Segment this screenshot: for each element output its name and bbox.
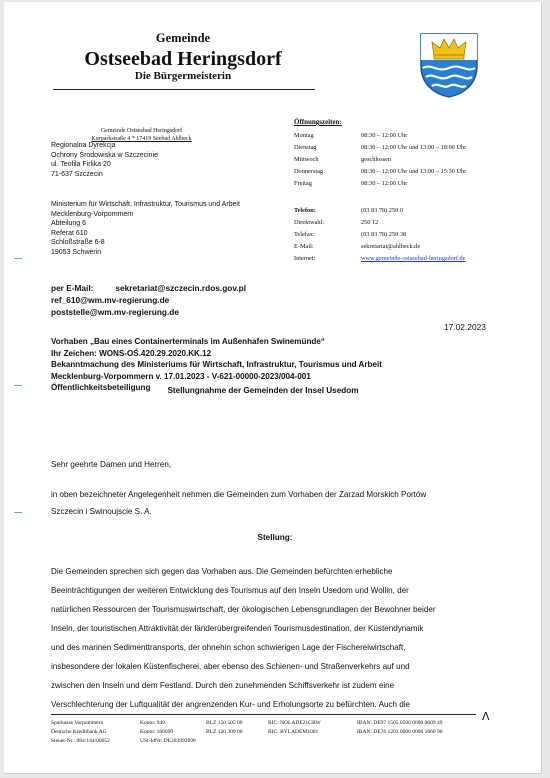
body-line: insbesondere der lokalen Küstenfischerei, aber ebenso des Schienen- und Straßenverkehrs auf und <box>51 662 410 671</box>
recipient-address-2 <box>51 200 240 258</box>
body-line: Verschlechterung der Luftqualität der angrenzenden Kur- und Erholungsorte zu befürchten. Auch die <box>51 700 411 709</box>
hours-time: 08:30 – 12:00 Uhr <box>361 180 408 187</box>
hours-time: geschlossen <box>361 156 392 163</box>
contact-row <box>294 218 379 227</box>
contact-row <box>294 242 421 251</box>
hours-time: 08:30 – 12:00 Uhr <box>361 132 408 139</box>
recipient2-line: Mecklenburg-Vorpommern <box>51 210 134 218</box>
footer-text: IBAN: DE76 1203 0000 0000 1660 90 <box>357 729 443 735</box>
website-link[interactable]: www.gemeinde-ostseebad-heringsdorf.de <box>361 255 466 262</box>
footer-text: IBAN: DE97 1505 0500 0000 0009 49 <box>357 720 443 726</box>
body-line: zwischen den Inseln und dem Festland. Durch den zunehmenden Schiffsverkehr ist zudem eine <box>51 681 395 690</box>
hours-day: Mittwoch <box>294 156 319 163</box>
recipient-address-1 <box>51 141 158 179</box>
recipient2-line: Referat 610 <box>51 229 88 237</box>
footer-text: BLZ 120 300 00 <box>206 729 243 735</box>
contact-value: 250 12 <box>361 219 379 226</box>
hours-day: Montag <box>294 132 314 139</box>
recipient2-line: 19053 Schwerin <box>51 248 102 256</box>
email-prefix: per E-Mail: <box>51 283 94 293</box>
hours-row <box>294 179 408 188</box>
letter-date: 17.02.2023 <box>444 322 486 332</box>
body-line: Inseln, der touristischen Attraktivität der länderübergreifenden Tourismusdestination, der Küstendynamik <box>51 624 424 633</box>
contact-row <box>294 206 403 215</box>
email-link[interactable]: sekretariat@ahlbeck.de <box>361 243 421 250</box>
hours-row <box>294 131 408 140</box>
recipient1-line: 71-637 Szczecin <box>51 170 103 178</box>
body-line: und des marinen Sedimenttransports, der ohnehin schon schwierigen Lage der Fischereiwirtschaft, <box>51 643 406 652</box>
footer-text: Konto: 166090 <box>140 729 174 735</box>
recipient1-line: Ochrony Środowiska w Szczecinie <box>51 151 158 159</box>
hours-day: Freitag <box>294 180 312 187</box>
contact-label: Internet: <box>294 255 316 262</box>
subject-line: Öffentlichkeitsbeteiligung <box>51 383 151 393</box>
footer-text: Deutsche Kreditbank AG <box>51 729 107 735</box>
footer-text: Konto: 949 <box>140 720 165 726</box>
recipient2-line: Ministerium für Wirtschaft, Infrastruktur, Tourismus und Arbeit <box>51 201 240 208</box>
footer-blz-col <box>206 719 243 737</box>
hours-row <box>294 143 467 152</box>
sender-name: Gemeinde Ostseebad Heringsdorf <box>100 128 183 134</box>
contact-label: E-Mail: <box>294 243 314 250</box>
recipient2-line: Schloßstraße 6-8 <box>51 239 105 247</box>
body-line: Die Gemeinden sprechen sich gegen das Vorhaben aus. Die Gemeinden befürchten erhebliche <box>51 567 393 576</box>
footer-rule <box>51 714 476 715</box>
letterhead-title: Ostseebad Heringsdorf <box>84 48 282 70</box>
contact-label: Telefax: <box>294 231 315 238</box>
email-address[interactable]: poststelle@wm.mv-regierung.de <box>51 307 179 317</box>
footer-iban-col <box>357 719 443 737</box>
recipient2-line: Abteilung 6 <box>51 220 87 228</box>
position-heading: Stellung: <box>257 533 293 542</box>
body-paragraph <box>51 562 519 714</box>
footer-bank-col <box>51 719 110 746</box>
salutation: Sehr geehrte Damen und Herren, <box>51 460 172 469</box>
subject-line: Mecklenburg-Vorpommern v. 17.01.2023 - V-621-00000-2023/004-001 <box>51 371 311 381</box>
opening-hours-title: Öffnungszeiten: <box>294 118 342 126</box>
body-line: Beeinträchtigungen der weiteren Entwicklung des Tourismus auf den Inseln Usedom und Wollin, der <box>51 586 409 595</box>
letterhead-rule <box>53 89 315 90</box>
email-recipients <box>51 282 246 318</box>
contact-value: (03 83 78) 250 0 <box>361 207 403 214</box>
contact-row <box>294 230 407 239</box>
intro-line: Szczecin i Swinoujscie S. A. <box>51 507 152 516</box>
margin-mark <box>14 512 22 513</box>
footer-text: BLZ 150 505 00 <box>206 720 243 726</box>
subject-line: Bekanntmachung des Ministeriums für Wirtschaft, Infrastruktur, Tourismus und Arbeit <box>51 360 382 370</box>
footer-text: Steuer-Nr.: 084/144/00052 <box>51 738 110 744</box>
contact-row <box>294 254 466 263</box>
contact-value: (03 83 78) 250 38 <box>361 231 407 238</box>
email-address[interactable]: ref_610@wm.mv-regierung.de <box>51 295 170 305</box>
intro-paragraph <box>51 486 519 520</box>
hours-time: 08:30 – 12:00 Uhr und 13:00 – 18:00 Uhr <box>361 144 467 151</box>
footer-bic-col <box>268 719 321 737</box>
next-page-arrow-icon: Λ <box>482 710 490 723</box>
footer-text: BIC: BYLADEM1001 <box>268 729 319 735</box>
recipient1-line: ul. Teofila Firlika 20 <box>51 161 111 169</box>
hours-row <box>294 155 392 164</box>
margin-mark <box>14 258 22 259</box>
email-address[interactable]: sekretariat@szczecin.rdos.gov.pl <box>115 283 247 293</box>
hours-day: Donnerstag <box>294 168 324 175</box>
recipient1-line: Regionalna Dyrekcja <box>51 142 116 149</box>
subject-line: Vorhaben „Bau eines Containerterminals im Außenhafen Swinemünde“ <box>51 337 325 346</box>
contact-label: Telefon: <box>294 207 316 214</box>
subject-line: Ihr Zeichen: WONS-OŚ.420.29.2020.KK.12 <box>51 348 212 358</box>
statement-heading: Stellungnahme der Gemeinden der Insel Usedom <box>167 386 359 395</box>
letterhead-mayor: Die Bürgermeisterin <box>134 70 232 82</box>
footer-text: Sparkasse Vorpommern <box>51 720 104 726</box>
hours-day: Dienstag <box>294 144 317 151</box>
footer-text: BIC: NOLADE21GRW <box>268 720 321 726</box>
sender-address: Kurparkstraße 4 * 17419 Seebad Ahlbeck <box>91 136 192 142</box>
footer-account-col <box>140 719 196 746</box>
body-line: natürlichen Ressourcen der Tourismuswirtschaft, der ökologischen Lebensgrundlagen der Bewohner beider <box>51 605 436 614</box>
contact-label: Direktwahl: <box>294 219 325 226</box>
intro-line: in oben bezeichneter Angelegenheit nehmen die Gemeinden zum Vorhaben der Zarzad Morskich Portów <box>51 490 427 499</box>
hours-time: 08:30 – 12:00 Uhr und 13:00 – 15:30 Uhr <box>361 168 467 175</box>
hours-row <box>294 167 467 176</box>
letterhead-municipality: Gemeinde <box>155 31 211 45</box>
letter-page <box>4 2 542 774</box>
crown-and-waves-crest-icon <box>418 32 480 98</box>
footer-text: USt-IdNr: DE203992698 <box>140 738 196 744</box>
